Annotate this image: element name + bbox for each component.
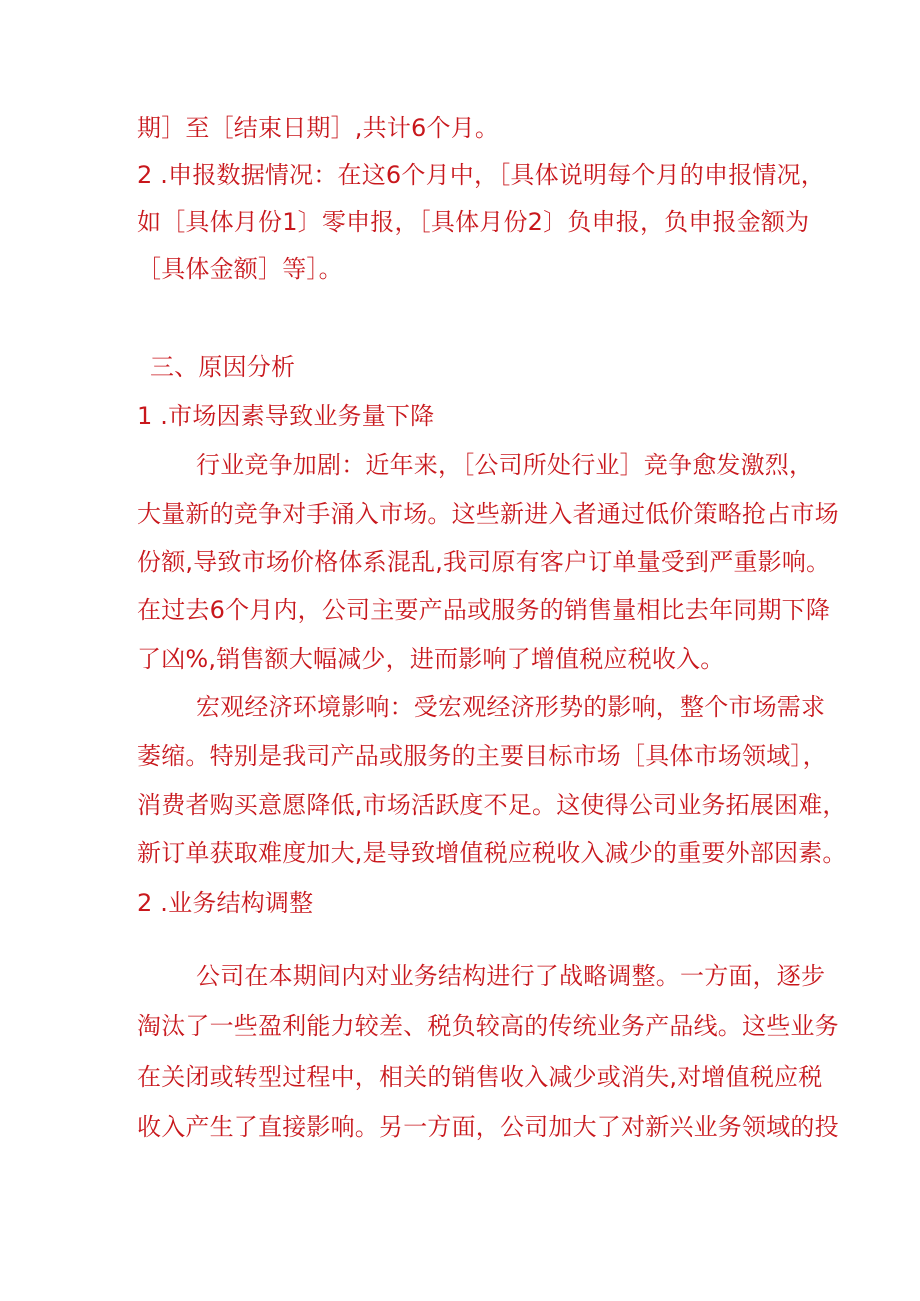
paragraph-line-7: 萎缩。特别是我司产品或服务的主要目标市场［具体市场领域］， [137,742,827,770]
paragraph-line-13: 收入产生了直接影响。另一方面，公司加大了对新兴业务领域的投 [137,1113,839,1141]
paragraph-line-12: 在关闭或转型过程中，相关的销售收入减少或消失,对增值税应税 [137,1063,823,1091]
paragraph-line-5: 了凶%,销售额大幅减少，进而影响了增值税应税收入。 [137,645,725,673]
subsection-title-business-structure: 2 .业务结构调整 [137,889,314,917]
paragraph-line-2: 大量新的竞争对手涌入市场。这些新进入者通过低价策略抢占市场 [137,500,839,528]
paragraph-line-3: 份额,导致市场价格体系混乱,我司原有客户订单量受到严重影响。 [137,548,831,576]
text-line-3: 如［具体月份1〕零申报，［具体月份2〕负申报，负申报金额为 [137,208,810,236]
paragraph-line-6: 宏观经济环境影响：受宏观经济形势的影响，整个市场需求 [196,693,826,721]
paragraph-line-4: 在过去6个月内，公司主要产品或服务的销售量相比去年同期下降 [137,596,831,624]
paragraph-line-11: 淘汰了一些盈利能力较差、税负较高的传统业务产品线。这些业务 [137,1012,839,1040]
subsection-title-market-factors: 1 .市场因素导致业务量下降 [137,402,435,430]
text-line-2: 2 .申报数据情况：在这6个月中，［具体说明每个月的申报情况， [137,161,825,189]
paragraph-line-1: 行业竞争加剧：近年来，［公司所处行业］竞争愈发激烈， [196,451,814,479]
paragraph-line-8: 消费者购买意愿降低,市场活跃度不足。这使得公司业务拓展困难， [137,791,847,819]
paragraph-line-9: 新订单获取难度加大,是导致增值税应税收入减少的重要外部因素。 [137,839,847,867]
section-title-reason-analysis: 三、原因分析 [150,353,296,381]
text-line-4: ［具体金额］等］。 [137,255,343,283]
text-line-1: 期］至［结束日期］,共计6个月。 [137,114,500,142]
paragraph-line-10: 公司在本期间内对业务结构进行了战略调整。一方面，逐步 [196,962,826,990]
